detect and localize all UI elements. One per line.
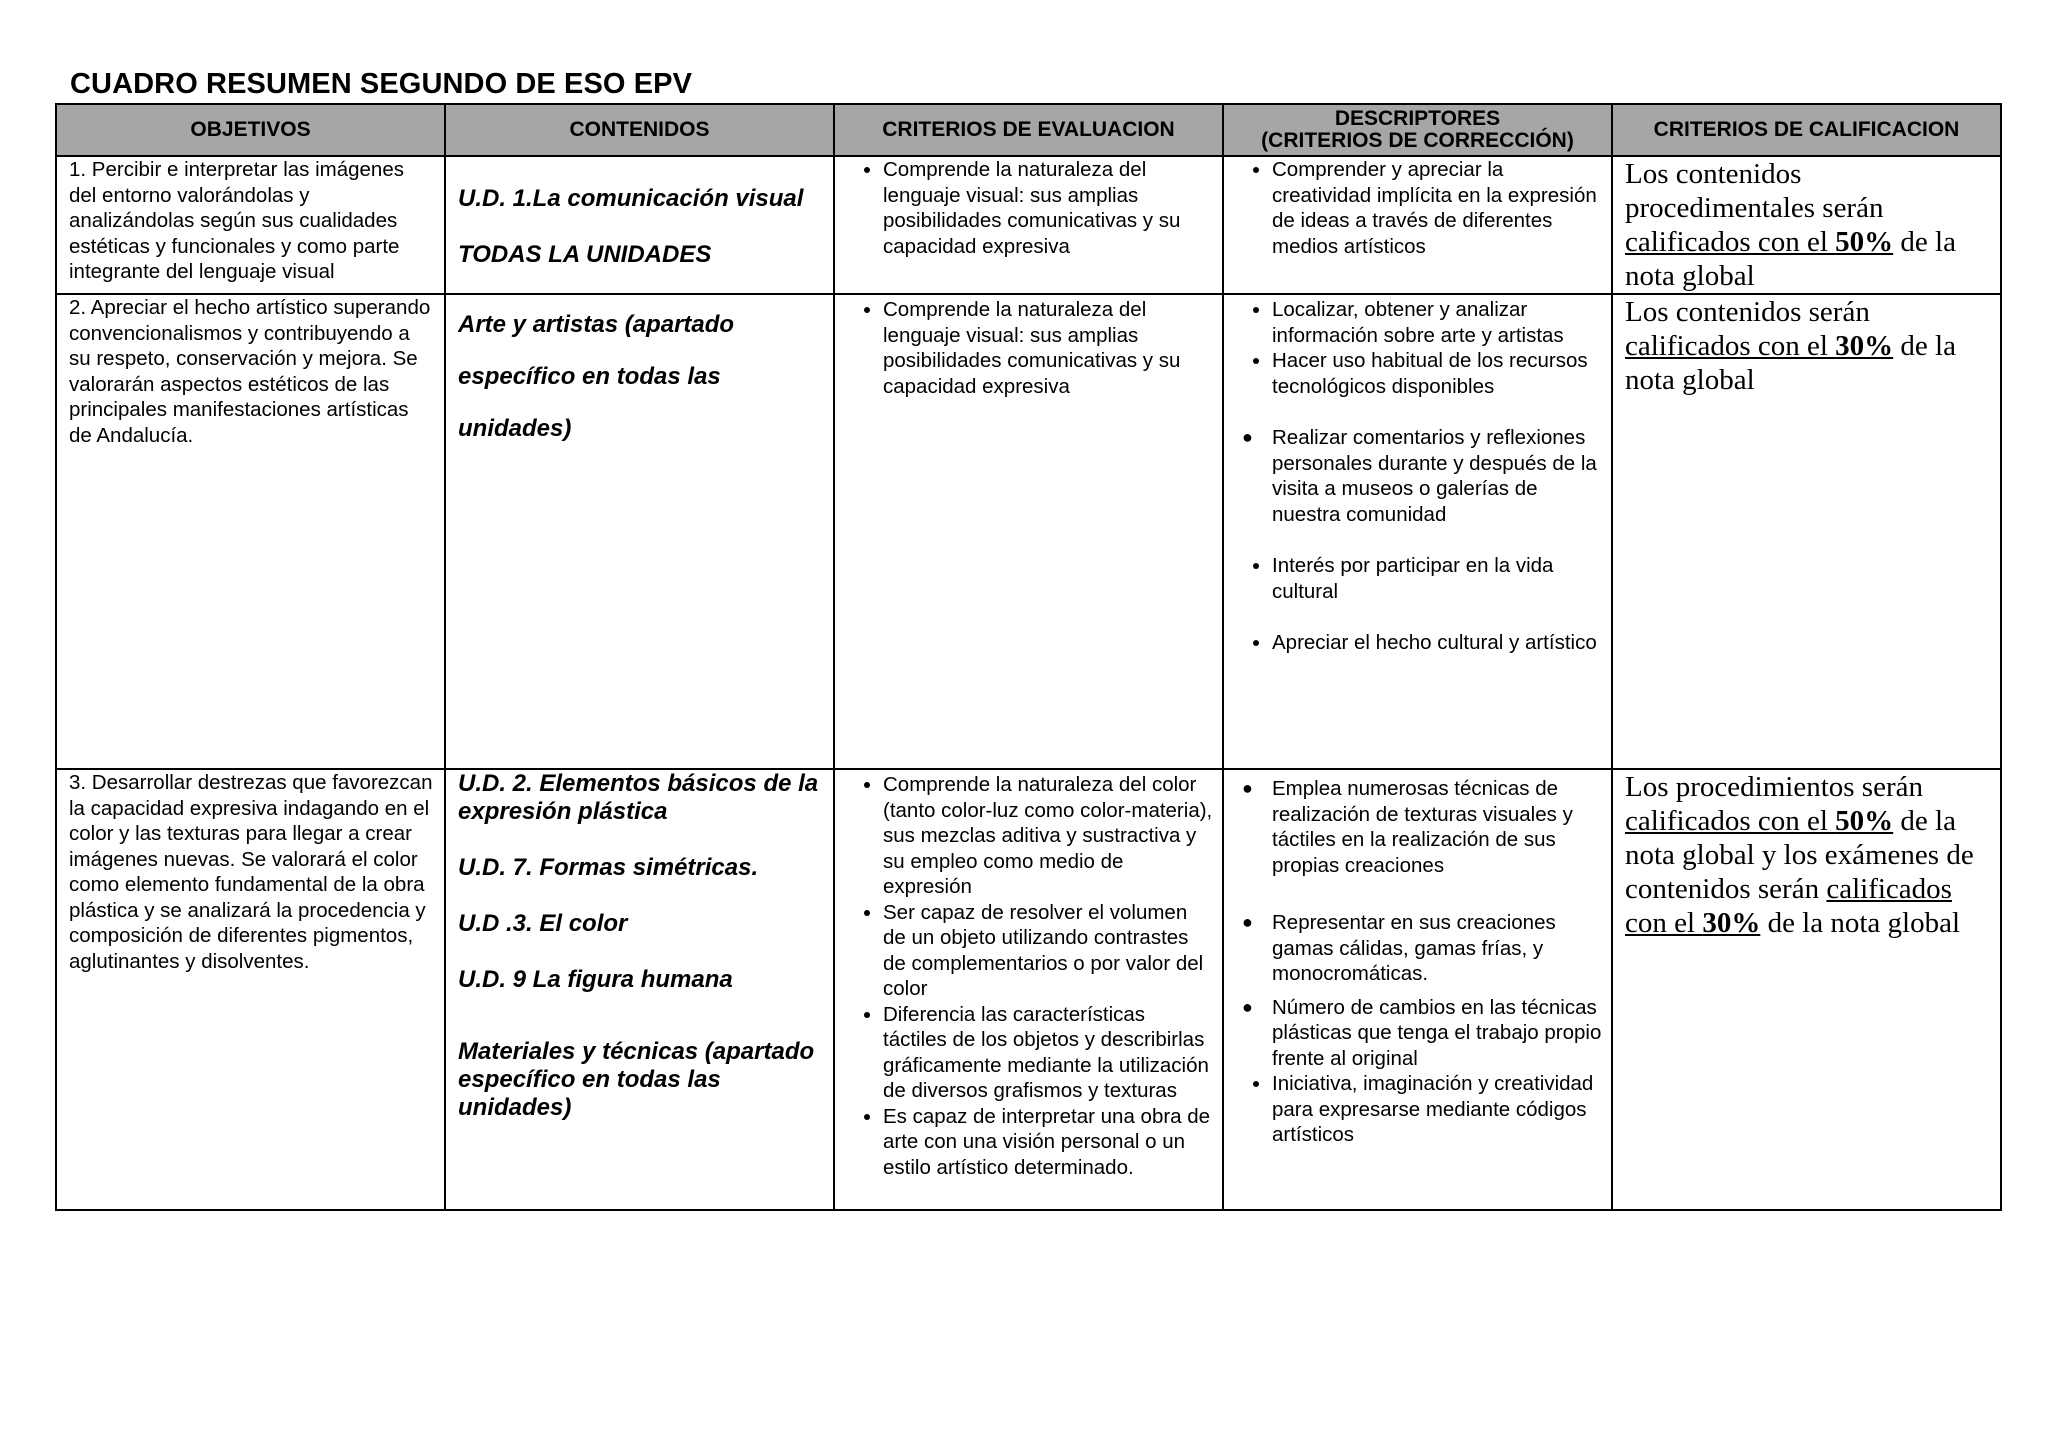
contenido-item: TODAS LA UNIDADES [458,241,712,268]
calificacion-underlined-text: calificados con el [1625,226,1836,258]
contenido-item: U.D .3. El color [458,910,628,937]
header-descriptores [1223,104,1612,156]
contenidos-cell [445,769,834,1210]
header-row [56,104,2001,156]
calificacion-text: Los contenidos procedimentales serán [1625,158,1884,224]
descriptor-item: • Interés por participar en la vida cultural [1272,553,1603,604]
calificacion-text-mid: de la nota global y los exámenes de contenidos serán [1625,805,1974,905]
descriptor-item: • Comprender y apreciar la creatividad implícita en la expresión de ideas a través de diferentes medios artísticos [1272,157,1603,259]
calificacion-text-end: de la nota global [1625,226,1956,292]
contenido-item: U.D. 7. Formas simétricas. [458,854,759,881]
calificacion-text: Los procedimientos serán [1625,771,1923,803]
calificacion-underlined [1625,330,1893,362]
objetivo-cell: 3. Desarrollar destrezas que favorezcan la capacidad expresiva indagando en el color y las texturas para llegar a crear imágenes nuevas. Se valorará el color como elemento fundamental de la obra plástica y se analizará la procedencia y composición de diferentes pigmentos, aglutinantes y disolventes. [56,769,445,1210]
calificacion-text: Los contenidos serán [1625,296,1870,328]
table-row [56,294,2001,769]
contenido-item: U.D. 9 La figura humana [458,966,733,993]
descriptor-item: • Localizar, obtener y analizar información sobre arte y artistas [1272,297,1603,348]
criterio-item: • Ser capaz de resolver el volumen de un objeto utilizando contrastes de complementarios o por valor del color [883,900,1214,1002]
calificacion-underlined-text: calificados con el [1625,873,1952,939]
header-objetivos: OBJETIVOS [56,104,445,156]
criterio-item: • Diferencia las características táctiles de los objetos y describirlas gráficamente mediante la utilización de diversos grafismos y texturas [883,1002,1214,1104]
criterio-item: • Es capaz de interpretar una obra de arte con una visión personal o un estilo artístico determinado. [883,1104,1214,1181]
calificacion-cell [1612,294,2001,769]
contenido-item: U.D. 2. Elementos básicos de la expresión plástica [458,770,819,825]
calificacion-percent: 50% [1835,226,1894,258]
calificacion-underlined [1625,226,1893,258]
calificacion-underlined [1625,805,1893,837]
objetivo-cell: 2. Apreciar el hecho artístico superando convencionalismos y contribuyendo a su respeto, conservación y mejora. Se valorarán aspectos estéticos de las principales manifestaciones artísticas de Andalucía. [56,294,445,769]
contenido-item: unidades) [458,415,572,442]
header-calificacion: CRITERIOS DE CALIFICACION [1612,104,2001,156]
calificacion-underlined-text: calificados con el [1625,805,1836,837]
calificacion-cell [1612,156,2001,294]
criterios-cell [834,769,1223,1210]
descriptores-cell [1223,294,1612,769]
criterios-cell [834,156,1223,294]
descriptor-item: ● Emplea numerosas técnicas de realización de texturas visuales y táctiles en la realización de sus propias creaciones [1272,776,1603,878]
calificacion-percent: 50% [1835,805,1894,837]
criterio-item: • Comprende la naturaleza del lenguaje visual: sus amplias posibilidades comunicativas y su capacidad expresiva [883,157,1214,259]
calificacion-text-end: de la nota global [1760,907,1961,939]
descriptores-cell [1223,156,1612,294]
contenido-item: específico en todas las [458,363,721,390]
table-row [56,769,2001,1210]
table-row [56,156,2001,294]
contenido-item: U.D. 1.La comunicación visual [458,185,804,212]
descriptor-item: • Iniciativa, imaginación y creatividad para expresarse mediante códigos artísticos [1272,1071,1603,1148]
summary-table [55,103,2002,1211]
calificacion-text-end: de la nota global [1625,330,1956,396]
descriptores-cell [1223,769,1612,1210]
header-contenidos: CONTENIDOS [445,104,834,156]
criterios-cell [834,294,1223,769]
criterio-item: • Comprende la naturaleza del color (tanto color-luz como color-materia), sus mezclas aditiva y sustractiva y su empleo como medio de expresión [883,772,1214,900]
descriptor-item: • Hacer uso habitual de los recursos tecnológicos disponibles [1272,348,1603,399]
header-descriptores-line2: (CRITERIOS DE CORRECCIÓN) [1261,129,1574,152]
objetivo-cell: 1. Percibir e interpretar las imágenes del entorno valorándolas y analizándolas según sus cualidades estéticas y funcionales y como parte integrante del lenguaje visual [56,156,445,294]
descriptor-item: ● Número de cambios en las técnicas plásticas que tenga el trabajo propio frente al original [1272,995,1603,1072]
calificacion-percent: 30% [1835,330,1894,362]
contenido-item: Arte y artistas (apartado [458,311,735,338]
calificacion-underlined-text: calificados con el [1625,330,1836,362]
contenidos-cell [445,156,834,294]
calificacion-percent: 30% [1702,907,1761,939]
contenidos-cell [445,294,834,769]
header-descriptores-line1: DESCRIPTORES [1334,107,1501,130]
descriptor-item: ● Realizar comentarios y reflexiones personales durante y después de la visita a museos o galerías de nuestra comunidad [1272,425,1603,527]
calificacion-cell [1612,769,2001,1210]
descriptor-item: • Apreciar el hecho cultural y artístico [1272,630,1603,656]
header-criterios: CRITERIOS DE EVALUACION [834,104,1223,156]
descriptor-item: ● Representar en sus creaciones gamas cálidas, gamas frías, y monocromáticas. [1272,910,1603,987]
contenido-item: Materiales y técnicas (apartado específico en todas las unidades) [458,1038,815,1121]
criterio-item: • Comprende la naturaleza del lenguaje visual: sus amplias posibilidades comunicativas y su capacidad expresiva [883,297,1214,399]
page-title: CUADRO RESUMEN SEGUNDO DE ESO EPV [70,68,693,100]
